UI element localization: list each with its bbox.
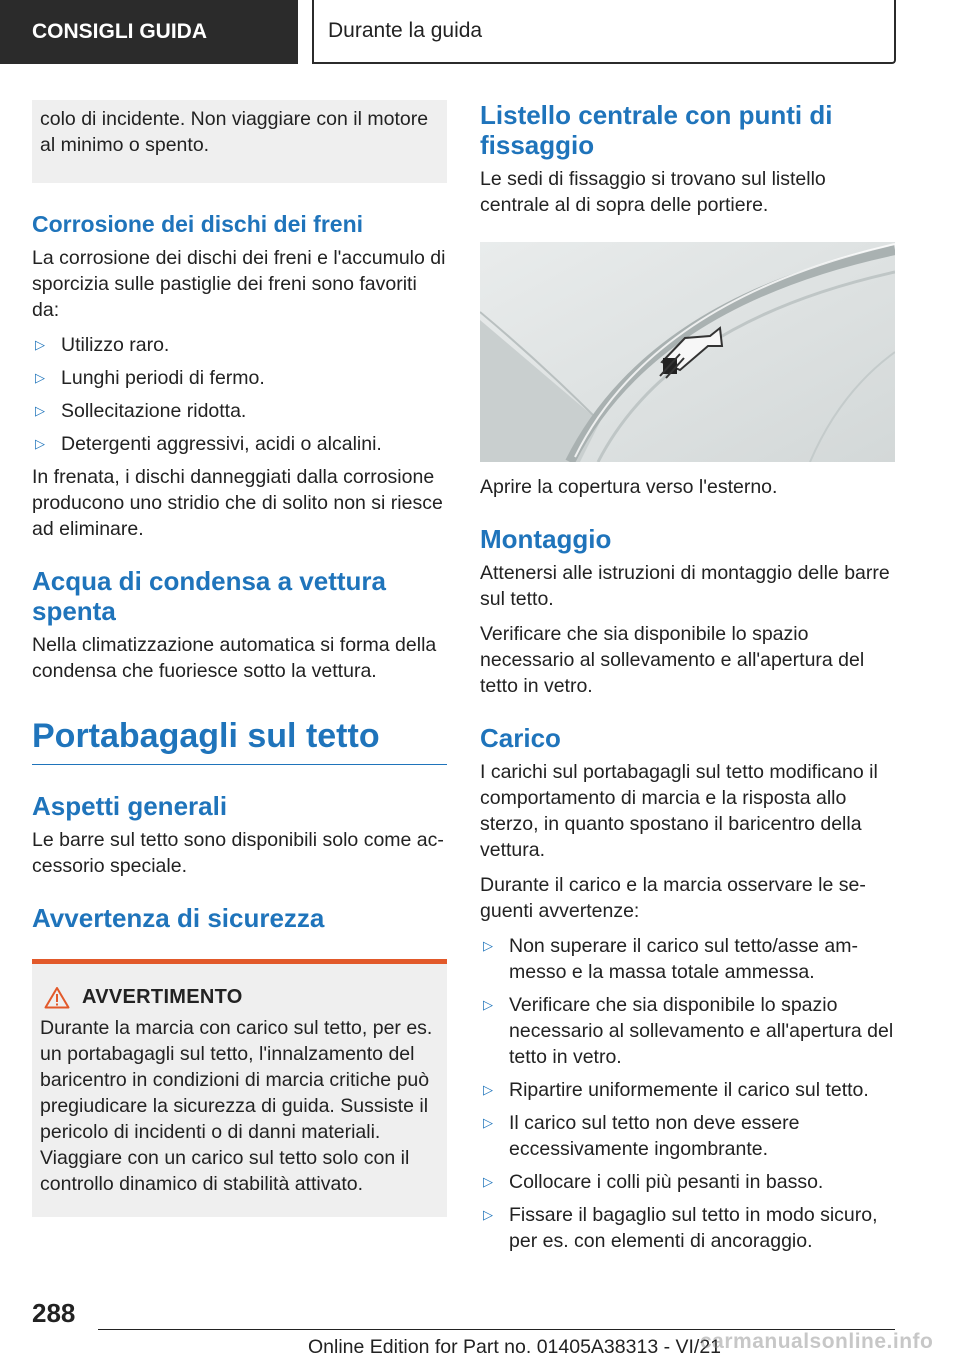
load-p2: Durante il carico e la marcia osservare le seguenti avvertenze: (480, 874, 866, 922)
left-column (32, 100, 447, 1217)
brakes-heading: Corrosione dei dischi dei freni (32, 211, 364, 237)
brakes-outro: In frenata, i dischi danneggiati dalla corrosione producono uno stridio che di solito non si riesce ad eliminare. (32, 466, 443, 540)
chapter-title: Durante la guida (328, 19, 483, 42)
triangle-right-icon: ▷ (483, 997, 493, 1012)
triangle-right-icon: ▷ (483, 1207, 493, 1222)
roof-strip-illustration (480, 242, 895, 462)
safety-heading: Avvertenza di sicurezza (32, 903, 325, 933)
strip-text: Le sedi di fissaggio si trovano sul listello centrale al di sopra delle portiere. (480, 168, 826, 216)
list-item: ▷ Ripartire uniformemente il carico sul tetto. (483, 1079, 869, 1101)
edition-info: Online Edition for Part no. 01405A38313 - VI/21 (308, 1336, 722, 1358)
list-item: ▷ Utilizzo raro. (35, 334, 170, 356)
chapter-header (312, 0, 896, 64)
list-item: ▷ Collocare i colli più pesanti in basso. (483, 1171, 824, 1193)
right-column (480, 100, 895, 1261)
triangle-right-icon: ▷ (483, 938, 493, 953)
triangle-right-icon: ▷ (35, 403, 45, 418)
note-text: colo di incidente. Non viaggiare con il motore al minimo o spento. (40, 108, 429, 156)
triangle-right-icon: ▷ (483, 1082, 493, 1097)
strip-heading: Listello centrale con punti di fissaggio (480, 100, 833, 160)
warning-box (32, 959, 447, 1217)
section-title: CONSIGLI GUIDA (32, 20, 208, 43)
warning-triangle-icon (44, 986, 70, 1009)
mounting-heading: Montaggio (480, 524, 612, 554)
roof-strip-image (480, 242, 895, 462)
load-list (480, 933, 895, 1254)
brakes-list (32, 332, 447, 457)
triangle-right-icon: ▷ (35, 337, 45, 352)
mounting-p2: Verificare che sia disponibile lo spazio necessario al sollevamento e all'apertura del tetto in vetro. (480, 623, 865, 697)
brakes-intro: La corrosione dei dischi dei freni e l'accumulo di sporcizia sulle pastiglie dei freni sono favoriti da: (32, 247, 446, 321)
section-tab (0, 0, 298, 64)
list-item: ▷ Sollecitazione ridotta. (35, 400, 247, 422)
watermark: carmanualsonline.info (700, 1330, 934, 1353)
list-item: ▷ Fissare il bagaglio sul tetto in modo sicuro, per es. con elementi di ancoraggio. (483, 1204, 878, 1252)
triangle-right-icon: ▷ (35, 370, 45, 385)
triangle-right-icon: ▷ (35, 436, 45, 451)
figure-caption: Aprire la copertura verso l'esterno. (480, 476, 778, 498)
list-item: ▷ Il carico sul tetto non deve essere eccessivamente ingombrante. (483, 1112, 800, 1160)
warning-title: AVVERTIMENTO (82, 986, 243, 1008)
list-item: ▷ Non superare il carico sul tetto/asse ammesso e la massa totale ammessa. (483, 935, 858, 983)
general-text: Le barre sul tetto sono disponibili solo come accessorio speciale. (32, 829, 444, 877)
list-item: ▷ Verificare che sia disponibile lo spazio necessario al sollevamento e all'apertura del tetto in vetro. (483, 994, 894, 1068)
note-box (32, 100, 447, 183)
load-p1: I carichi sul portabagagli sul tetto modificano il comportamento di marcia e la risposta allo sterzo, in quanto spostano il baricentro della vettura. (480, 761, 878, 861)
warning-text: Durante la marcia con carico sul tetto, per es. un portabagagli sul tetto, l'innalzamento del baricentro in condizioni di marcia critiche può pregiudicare la sicurezza di guida. Sussiste il pericolo di incidenti o di danni materiali. Viaggiare con un carico sul tetto solo con il controllo dinamico di stabilità attivato. (40, 1017, 433, 1195)
condensation-heading: Acqua di condensa a vettura spenta (32, 566, 386, 626)
page-number: 288 (32, 1298, 76, 1328)
load-heading: Carico (480, 723, 561, 753)
list-item: ▷ Detergenti aggressivi, acidi o alcalini. (35, 433, 382, 455)
condensation-text: Nella climatizzazione automatica si forma della condensa che fuoriesce sotto la vettura. (32, 634, 437, 682)
list-item: ▷ Lunghi periodi di fermo. (35, 367, 265, 389)
roof-rack-heading: Portabagagli sul tetto (32, 714, 447, 765)
triangle-right-icon: ▷ (483, 1174, 493, 1189)
triangle-right-icon: ▷ (483, 1115, 493, 1130)
mounting-p1: Attenersi alle istruzioni di montaggio delle barre sul tetto. (480, 562, 890, 610)
general-heading: Aspetti generali (32, 791, 228, 821)
